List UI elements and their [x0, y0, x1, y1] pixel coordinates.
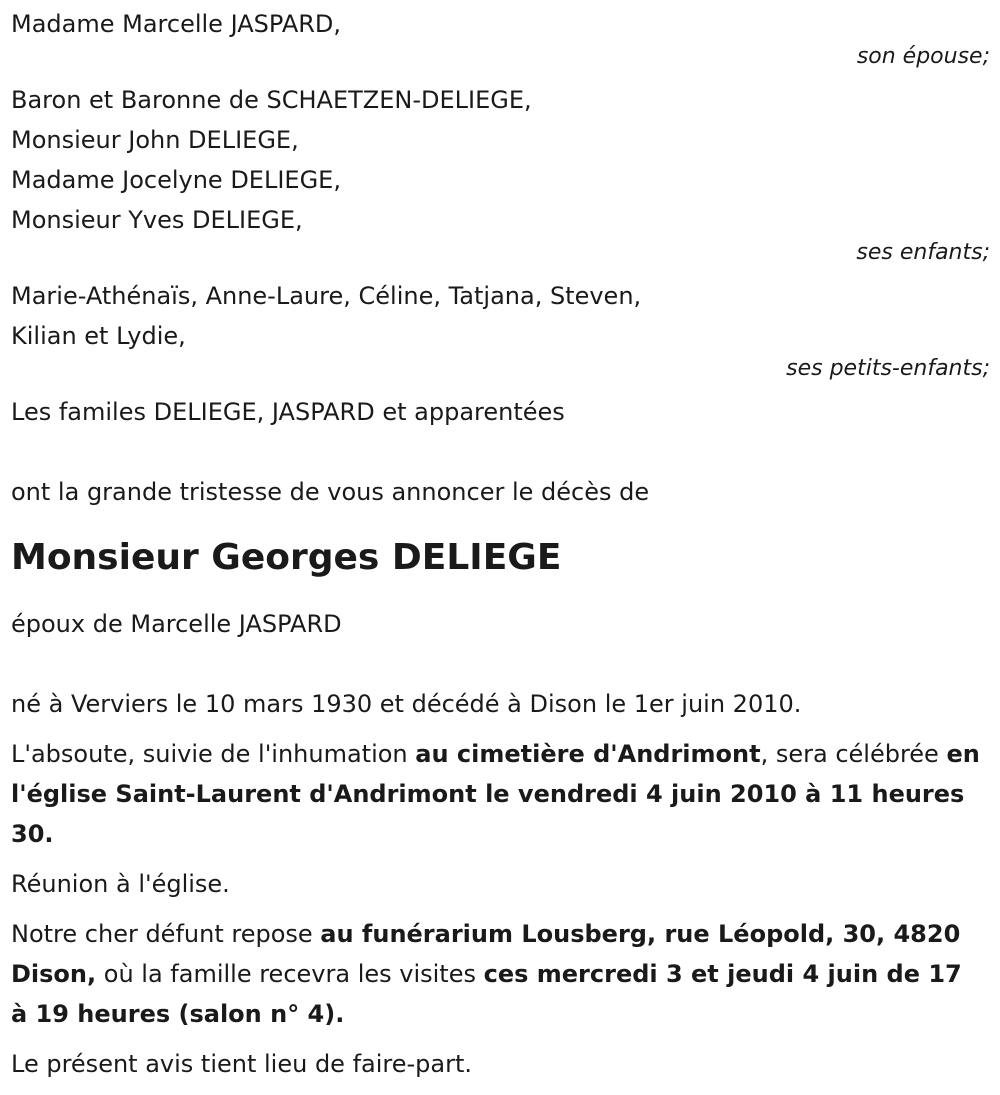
ceremony-paragraph [11, 734, 986, 854]
ceremony-text-1: L'absoute, suivie de l'inhumation [11, 740, 416, 768]
meeting-line: Réunion à l'église. [11, 870, 230, 898]
child-name: Monsieur John DELIEGE, [11, 126, 299, 154]
deceased-name: Monsieur Georges DELIEGE [11, 537, 562, 578]
closing-line: Le présent avis tient lieu de faire-part. [11, 1050, 473, 1078]
visits-text-1: Notre cher défunt repose [11, 920, 321, 948]
grandchildren-role: ses petits-enfants; [786, 356, 990, 381]
children-role: ses enfants; [856, 240, 990, 265]
grandchildren-line-2: Kilian et Lydie, [11, 322, 186, 350]
visits-text-2: où la famille recevra les visites [96, 960, 484, 988]
ceremony-text-2: , sera célébrée [760, 740, 947, 768]
announcement-line: ont la grande tristesse de vous annoncer le décès de [11, 478, 650, 506]
child-name: Madame Jocelyne DELIEGE, [11, 166, 341, 194]
birth-death-line: né à Verviers le 10 mars 1930 et décédé à Dison le 1er juin 2010. [11, 690, 802, 718]
child-name: Monsieur Yves DELIEGE, [11, 206, 303, 234]
visits-schedule: ces mercredi 3 et jeudi 4 juin de 17 à 19 heures (salon n° 4). [11, 960, 962, 1028]
spouse-role: son épouse; [856, 44, 990, 69]
ceremony-cemetery: au cimetière d'Andrimont [415, 740, 761, 768]
spouse-of-line: époux de Marcelle JASPARD [11, 610, 342, 638]
visits-funeral-home: au funérarium Lousberg, rue Léopold, 30, 4820 Dison, [11, 920, 961, 988]
ceremony-church-date: en l'église Saint-Laurent d'Andrimont le vendredi 4 juin 2010 à 11 heures 30. [11, 740, 980, 848]
families-line: Les familes DELIEGE, JASPARD et apparentées [11, 398, 565, 426]
grandchildren-line-1: Marie-Athénaïs, Anne-Laure, Céline, Tatjana, Steven, [11, 282, 642, 310]
child-name: Baron et Baronne de SCHAETZEN-DELIEGE, [11, 86, 532, 114]
spouse-name: Madame Marcelle JASPARD, [11, 10, 342, 38]
visits-paragraph [11, 914, 986, 1034]
